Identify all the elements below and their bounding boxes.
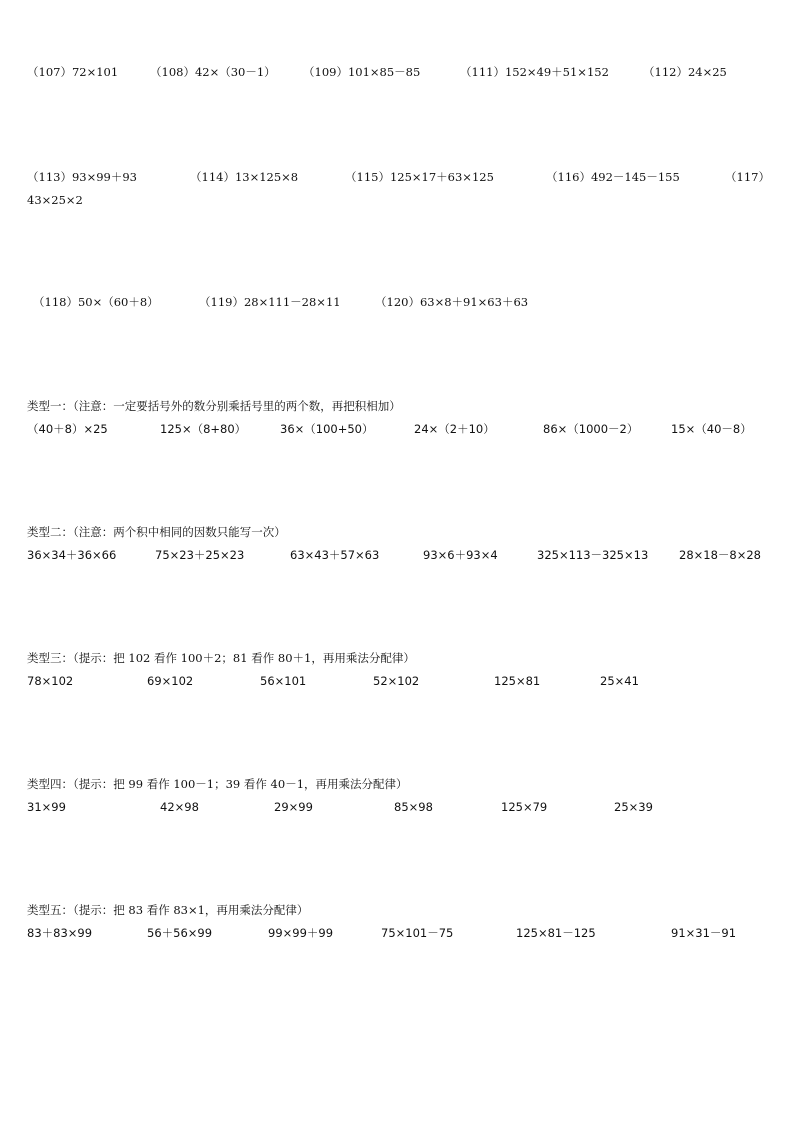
type4-item: 25×39 <box>614 800 653 814</box>
problem-115: （115）125×17＋63×125 <box>345 170 494 184</box>
type4-item: 125×79 <box>501 800 548 814</box>
problem-120: （120）63×8＋91×63＋63 <box>375 295 529 309</box>
problem-116: （116）492－145－155 <box>546 170 680 184</box>
type5-item: 125×81－125 <box>516 926 596 940</box>
problem-117-label: （117） <box>725 170 770 184</box>
type4-item: 42×98 <box>160 800 199 814</box>
type1-item: （40＋8）×25 <box>27 422 108 436</box>
type3-item: 25×41 <box>600 674 639 688</box>
problem-113: （113）93×99＋93 <box>27 170 137 184</box>
type4-item: 29×99 <box>274 800 313 814</box>
type1-heading: 类型一：（注意：一定要括号外的数分别乘括号里的两个数，再把积相加） <box>27 399 401 413</box>
type2-heading: 类型二：（注意：两个积中相同的因数只能写一次） <box>27 525 286 539</box>
type5-item: 75×101－75 <box>381 926 454 940</box>
type5-heading: 类型五：（提示：把 83 看作 83×1，再用乘法分配律） <box>27 903 309 917</box>
type5-item: 56＋56×99 <box>147 926 213 940</box>
type3-item: 56×101 <box>260 674 307 688</box>
type3-item: 69×102 <box>147 674 194 688</box>
type1-item: 15×（40－8） <box>671 422 752 436</box>
type3-item: 52×102 <box>373 674 420 688</box>
problem-108: （108）42×（30－1） <box>150 65 276 79</box>
type1-item: 36×（100+50） <box>280 422 374 436</box>
type3-heading: 类型三：（提示：把 102 看作 100＋2；81 看作 80＋1，再用乘法分配律） <box>27 651 415 665</box>
type1-item: 24×（2＋10） <box>414 422 495 436</box>
type2-item: 93×6＋93×4 <box>423 548 498 562</box>
type4-item: 85×98 <box>394 800 433 814</box>
problem-117-expression: 43×25×2 <box>27 193 83 207</box>
problem-118: （118）50×（60＋8） <box>33 295 159 309</box>
problem-111: （111）152×49＋51×152 <box>460 65 609 79</box>
type3-item: 78×102 <box>27 674 74 688</box>
type2-item: 36×34＋36×66 <box>27 548 117 562</box>
type2-item: 63×43＋57×63 <box>290 548 380 562</box>
type4-item: 31×99 <box>27 800 66 814</box>
problem-114: （114）13×125×8 <box>190 170 299 184</box>
type5-item: 83＋83×99 <box>27 926 93 940</box>
type1-item: 86×（1000－2） <box>543 422 639 436</box>
type4-heading: 类型四：（提示：把 99 看作 100－1；39 看作 40－1，再用乘法分配律） <box>27 777 408 791</box>
type2-item: 325×113－325×13 <box>537 548 649 562</box>
type3-item: 125×81 <box>494 674 541 688</box>
type5-item: 99×99＋99 <box>268 926 334 940</box>
problem-107: （107）72×101 <box>27 65 119 79</box>
problem-109: （109）101×85－85 <box>303 65 421 79</box>
type1-item: 125×（8+80） <box>160 422 247 436</box>
type2-item: 75×23＋25×23 <box>155 548 245 562</box>
problem-112: （112）24×25 <box>643 65 727 79</box>
type5-item: 91×31－91 <box>671 926 737 940</box>
problem-119: （119）28×111－28×11 <box>199 295 341 309</box>
type2-item: 28×18－8×28 <box>679 548 761 562</box>
